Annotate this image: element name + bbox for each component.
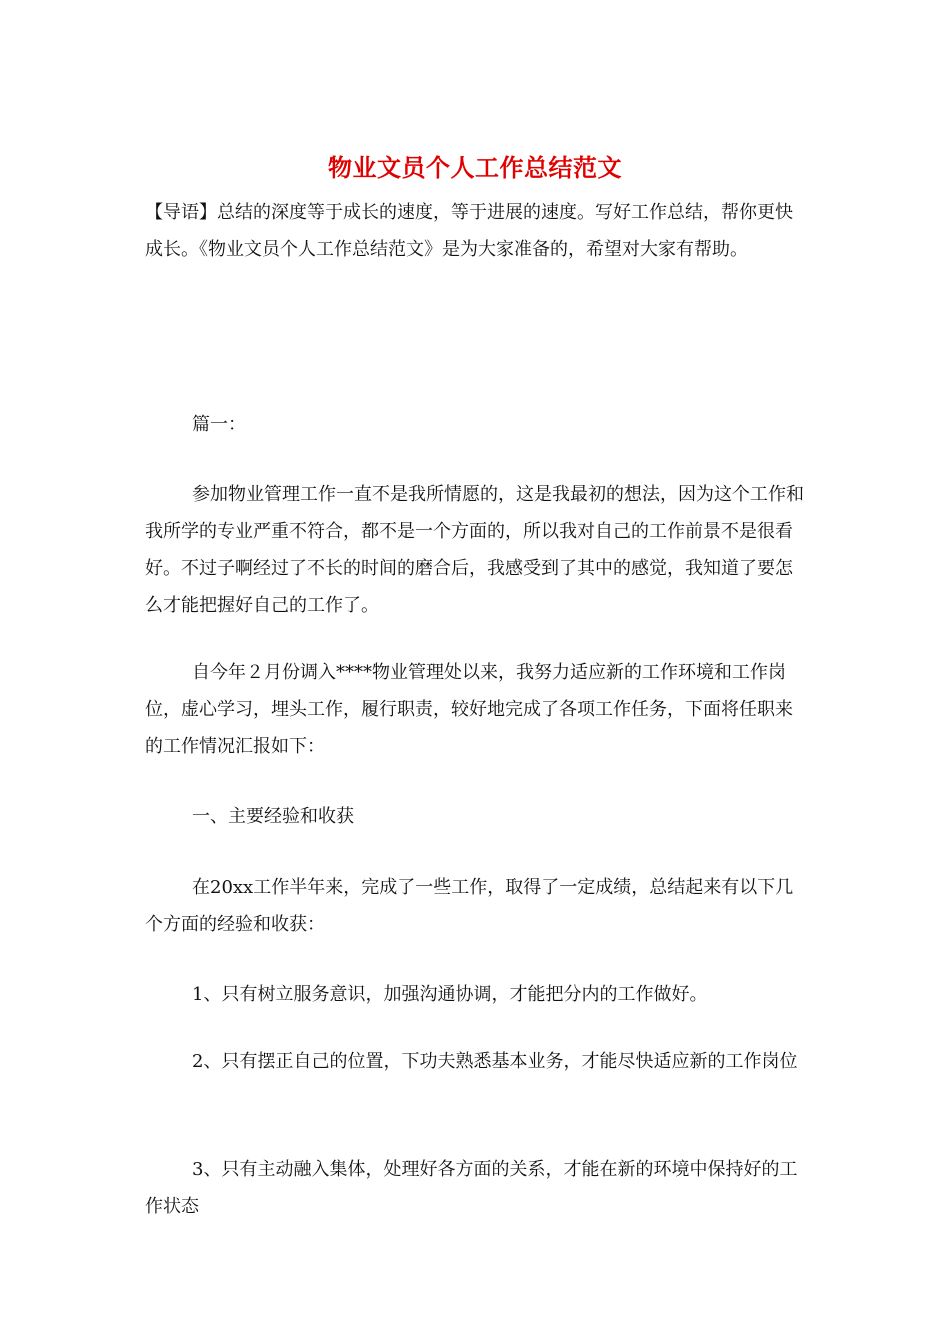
intro-paragraph: 【导语】总结的深度等于成长的速度，等于进展的速度。写好工作总结，帮你更快成长。《物业文员个人工作总结范文》是为大家准备的，希望对大家有帮助。 — [145, 202, 793, 260]
section-label: 篇一： — [192, 414, 246, 435]
list-item: 1、只有树立服务意识，加强沟通协调，才能把分内的工作做好。 — [192, 984, 708, 1005]
list-item: 3、只有主动融入集体，处理好各方面的关系，才能在新的环境中保持好的工作状态 — [145, 1159, 798, 1217]
document-title: 物业文员个人工作总结范文 — [328, 153, 622, 182]
section-heading: 一、主要经验和收获 — [192, 806, 354, 827]
paragraph: 参加物业管理工作一直不是我所情愿的，这是我最初的想法，因为这个工作和我所学的专业严重不符合，都不是一个方面的，所以我对自己的工作前景不是很看好。不过子啊经过了不长的时间的磨合后，我感受到了其中的感觉，我知道了要怎么才能把握好自己的工作了。 — [145, 484, 804, 616]
paragraph: 在20xx工作半年来，完成了一些工作，取得了一定成绩，总结起来有以下几个方面的经验和收获： — [145, 877, 794, 935]
list-item: 2、只有摆正自己的位置，下功夫熟悉基本业务，才能尽快适应新的工作岗位 — [192, 1051, 798, 1072]
paragraph: 自今年２月份调入****物业管理处以来，我努力适应新的工作环境和工作岗位，虚心学习，埋头工作，履行职责，较好地完成了各项工作任务，下面将任职来的工作情况汇报如下： — [145, 662, 793, 757]
